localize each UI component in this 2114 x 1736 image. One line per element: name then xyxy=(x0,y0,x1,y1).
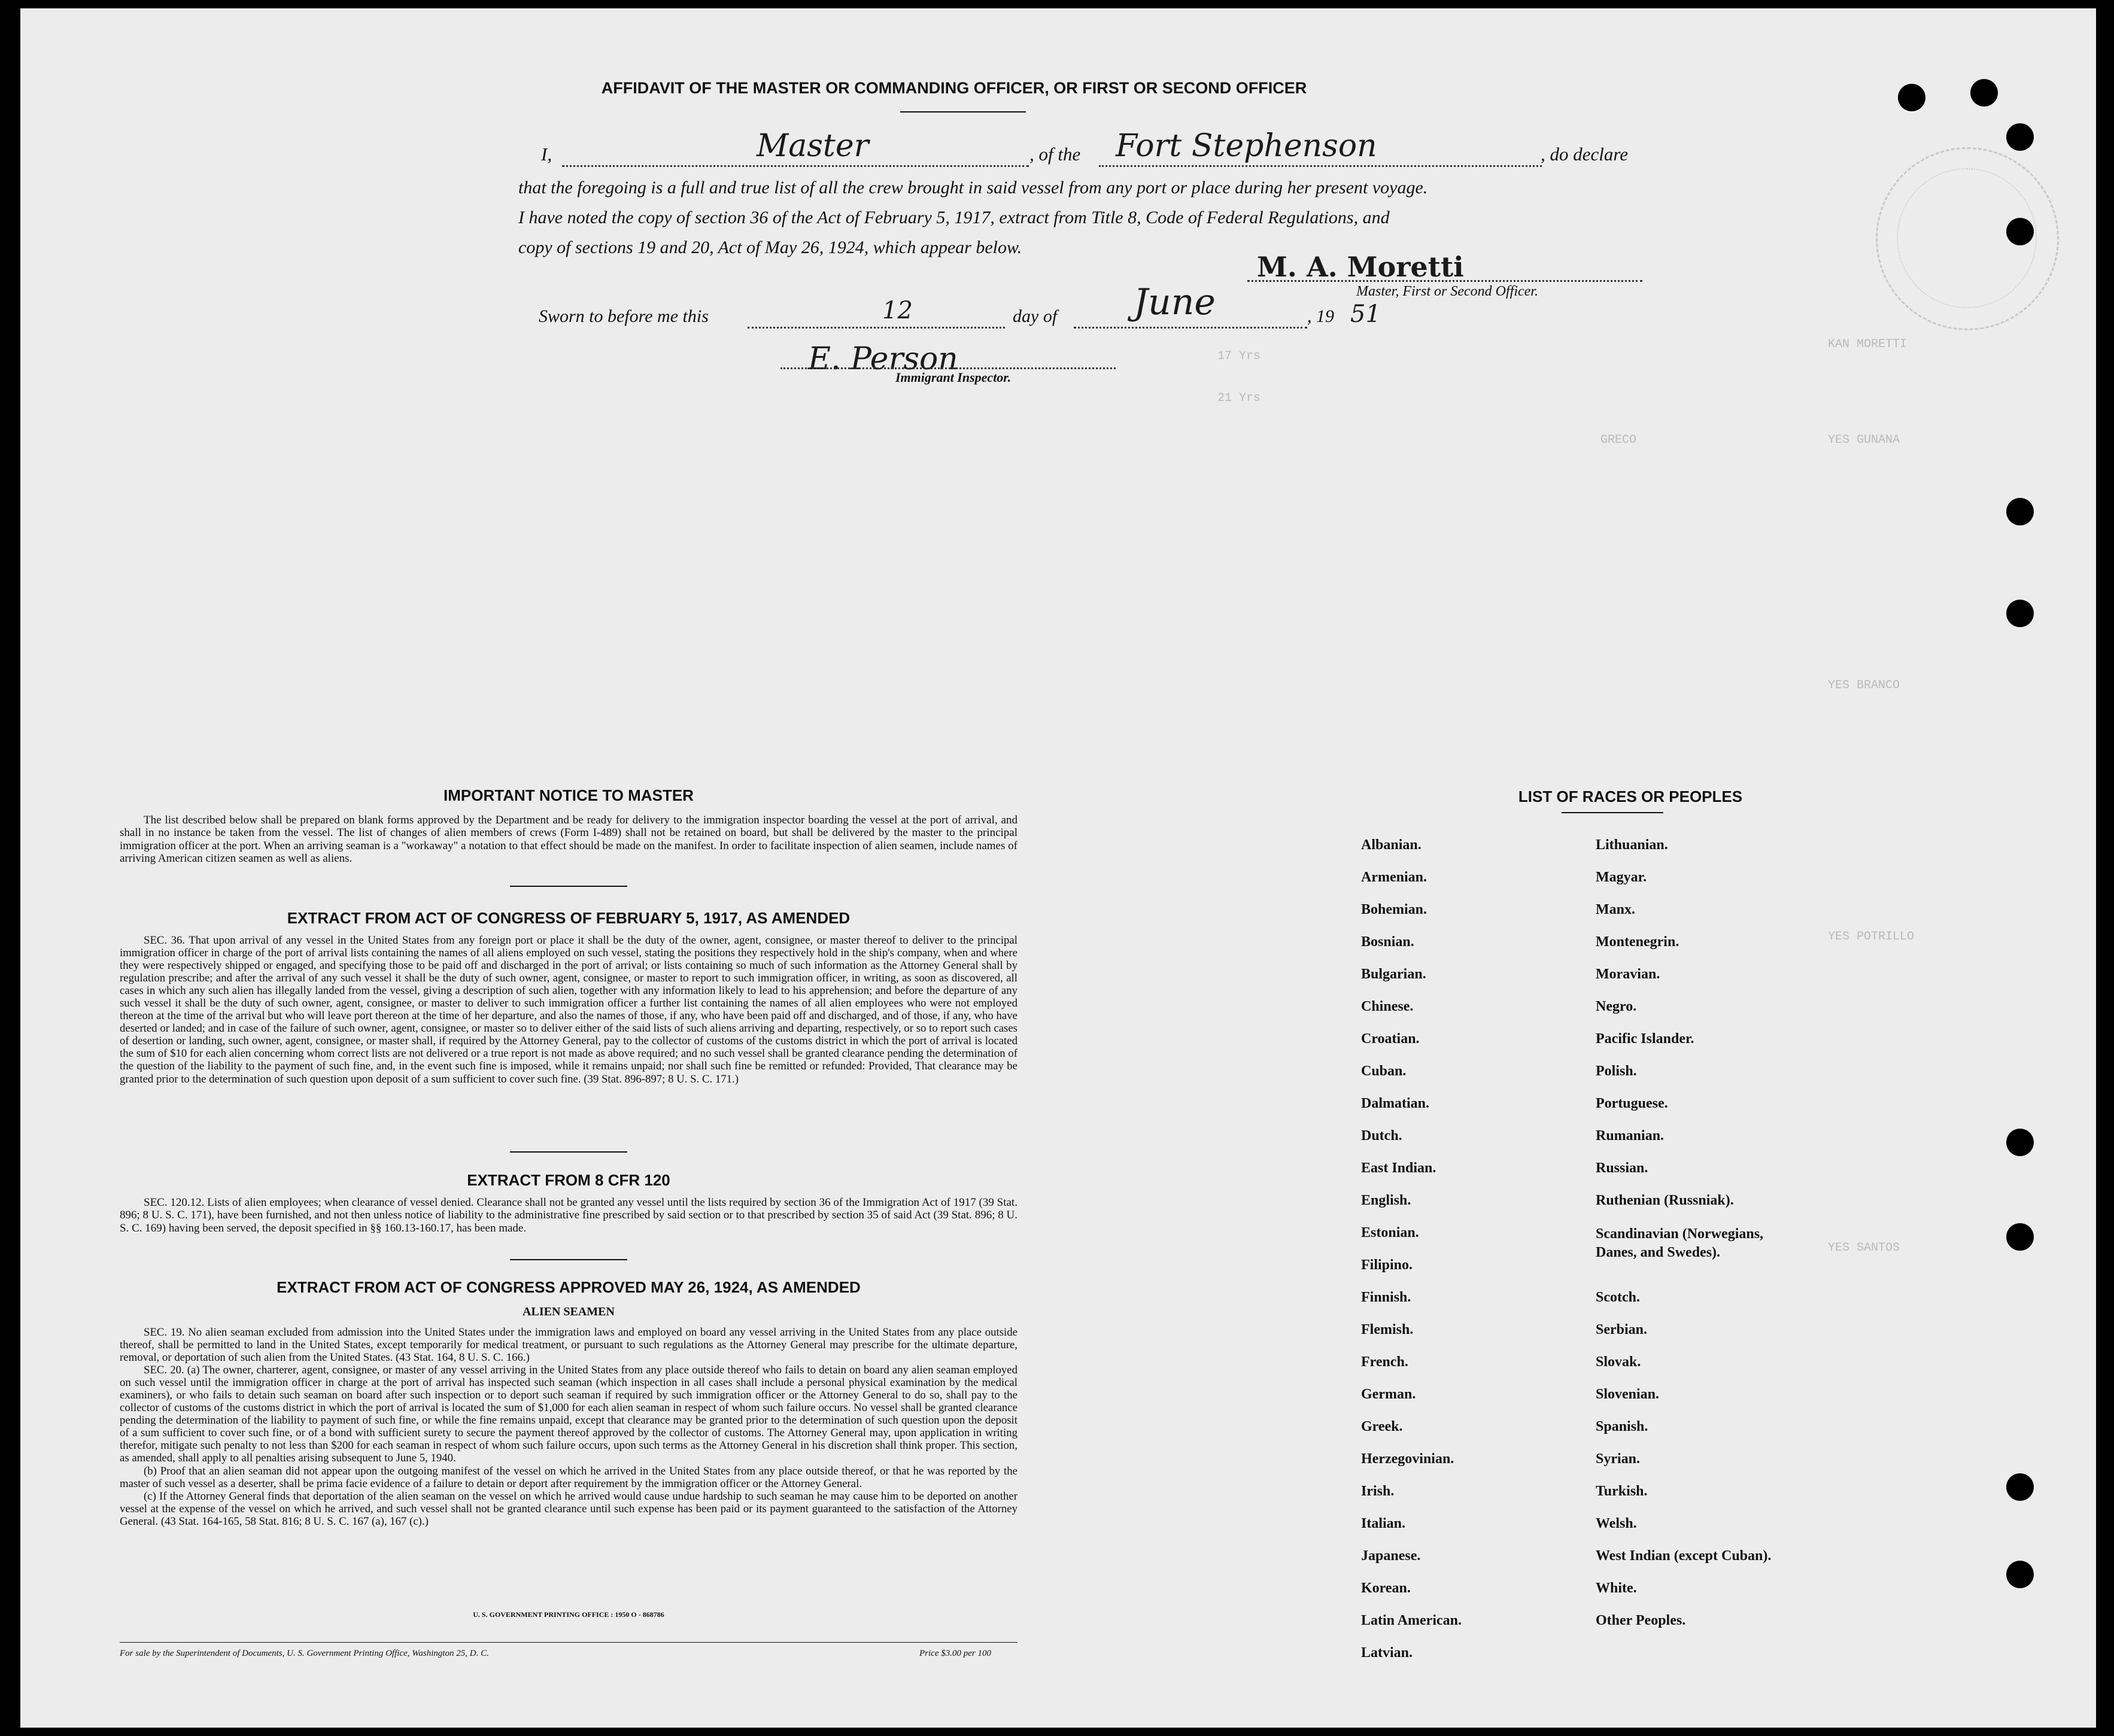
sec-20c-paragraph: (c) If the Attorney General finds that deportation of the alien seaman on the vessel on which he arrived would cause undue hardship to such seaman he may cause him to be deported on another vessel at the expense of the vessel on which he arrived, and such vessel shall not be granted clearance until such expense has been paid or its payment guaranteed to the satisfaction of the Attorney General. (43 Stat. 164-165, 58 Stat. 816; 8 U. S. C. 167 (a), 167 (c).) xyxy=(120,1489,1017,1528)
year-handwritten: 51 xyxy=(1350,300,1381,328)
affidavit-intro: I, xyxy=(541,144,552,165)
affidavit-line-2: that the foregoing is a full and true list of all the crew brought in said vessel from any port or place during her present voyage. xyxy=(518,178,1428,197)
race-item: Herzegovinian. xyxy=(1361,1451,1454,1467)
of-the-label: , of the xyxy=(1029,144,1081,165)
race-item: Chinese. xyxy=(1361,999,1414,1014)
race-item: Ruthenian (Russniak). xyxy=(1596,1193,1734,1208)
race-item: White. xyxy=(1596,1580,1637,1596)
race-item: Spanish. xyxy=(1596,1419,1648,1434)
divider xyxy=(1562,812,1663,813)
bleed-through-text: YES BRANCO xyxy=(1828,679,1900,692)
sec-36-paragraph: SEC. 36. That upon arrival of any vessel in the United States from any foreign port or place it shall be the duty of the owner, agent, consignee, or master thereof to deliver to the principal immigration officer in charge of the port of arrival lists containing the names of all aliens employed on such vessel, stating the positions they respectively hold in the ship's company, when and where they were respectively shipped or engaged, and specifying those to be paid off and discharged in the port of arrival; or lists containing so much of such information as the Attorney General shall by regulation prescribe; and after the arrival of any such vessel it shall be the duty of such owner, agent, consignee, or master to report to such immigration officer, in writing, as soon as discovered, all cases in which any such alien has illegally landed from the vessel, giving a description of such alien, together with any information likely to lead to his apprehension; and before the departure of any such vessel it shall be the duty of such owner, agent, consignee, or master to deliver to such immigration officer a further list containing the names of all alien employees who were not employed thereon at the time of the arrival but who will leave port thereon at the time of her departure, and also the names of those, if any, who have been paid off and discharged, and of those, if any, who have deserted or landed; and in case of the failure of such owner, agent, consignee, or master so to deliver either of the said lists of such aliens arriving and departing, respectively, or so to report such cases of desertion or landing, such owner, agent, consignee, or master shall, if required by the Attorney General, pay to the collector of customs of the customs district in which the port of arrival is located the sum of $10 for each alien concerning whom correct lists are not delivered or a true report is not made as above required; and no such vessel shall be granted clearance pending the determination of the question of the liability to the payment of such fine, and, in the event such fine is imposed, while it remains unpaid; nor shall such fine be remitted or refunded: Provided, That clearance may be granted prior to the determination of such question upon deposit of a sum sufficient to cover such fine. (39 Stat. 896-897; 8 U. S. C. 171.) xyxy=(120,934,1017,1086)
affidavit-line-4: copy of sections 19 and 20, Act of May 26, 1924, which appear below. xyxy=(518,238,1022,257)
race-item: Montenegrin. xyxy=(1596,934,1679,950)
race-item: English. xyxy=(1361,1193,1411,1208)
race-item: Korean. xyxy=(1361,1580,1411,1596)
signature-caption: Master, First or Second Officer. xyxy=(1356,284,1538,299)
race-item: Italian. xyxy=(1361,1516,1406,1531)
alien-seamen-subtitle: ALIEN SEAMEN xyxy=(523,1305,615,1318)
bleed-through-text: YES GUNANA xyxy=(1828,433,1900,447)
footer-left: For sale by the Superintendent of Documents, U. S. Government Printing Office, Washington 25, D. C. xyxy=(120,1649,489,1658)
race-item: Serbian. xyxy=(1596,1322,1648,1337)
race-item: Armenian. xyxy=(1361,869,1427,885)
bleed-through-text: KAN MORETTI xyxy=(1828,338,1908,351)
race-item: Turkish. xyxy=(1596,1483,1648,1499)
race-item: German. xyxy=(1361,1387,1416,1402)
punch-hole xyxy=(1898,84,1925,111)
race-item: Manx. xyxy=(1596,902,1635,917)
race-item: Pacific Islander. xyxy=(1596,1031,1694,1047)
divider xyxy=(510,1151,627,1153)
punch-hole xyxy=(2006,123,2034,151)
punch-hole xyxy=(2006,498,2034,525)
race-item: Bosnian. xyxy=(1361,934,1414,950)
sworn-day-handwritten: 12 xyxy=(882,297,913,324)
race-item: French. xyxy=(1361,1354,1408,1370)
race-item: Scandinavian (Norwegians, Danes, and Swedes). xyxy=(1596,1226,1764,1261)
day-line xyxy=(748,312,1005,329)
signature-line xyxy=(1247,273,1642,282)
punch-hole xyxy=(2006,1473,2034,1501)
vessel-handwritten: Fort Stephenson xyxy=(1116,128,1377,164)
race-item: Other Peoples. xyxy=(1596,1613,1686,1628)
race-item: Dutch. xyxy=(1361,1128,1402,1144)
race-item: Russian. xyxy=(1596,1160,1648,1176)
race-item: Finnish. xyxy=(1361,1290,1411,1305)
sworn-month-handwritten: June xyxy=(1134,281,1216,323)
race-item: Negro. xyxy=(1596,999,1637,1014)
extract-cfr-text xyxy=(120,1196,1017,1235)
extract-1924-title: EXTRACT FROM ACT OF CONGRESS APPROVED MAY 26, 1924, AS AMENDED xyxy=(277,1278,861,1296)
race-item: Lithuanian. xyxy=(1596,837,1668,853)
gpo-imprint: U. S. GOVERNMENT PRINTING OFFICE : 1950 O - 868786 xyxy=(473,1610,664,1619)
race-item: Rumanian. xyxy=(1596,1128,1665,1144)
race-item: Slovak. xyxy=(1596,1354,1641,1370)
inspector-signature: E. Person xyxy=(808,341,958,377)
race-item: Filipino. xyxy=(1361,1257,1413,1273)
affidavit-title: AFFIDAVIT OF THE MASTER OR COMMANDING OFFICER, OR FIRST OR SECOND OFFICER xyxy=(601,79,1307,97)
race-item: Irish. xyxy=(1361,1483,1395,1499)
race-item: Magyar. xyxy=(1596,869,1647,885)
race-item: Portuguese. xyxy=(1596,1096,1668,1111)
race-item: Scotch. xyxy=(1596,1290,1640,1305)
do-declare-label: , do declare xyxy=(1541,144,1629,165)
race-item: Latvian. xyxy=(1361,1645,1413,1661)
notice-text xyxy=(120,814,1017,865)
inspector-caption: Immigrant Inspector. xyxy=(895,370,1012,385)
divider xyxy=(510,886,627,887)
bleed-through-text: 21 Yrs xyxy=(1217,391,1261,405)
race-item: Slovenian. xyxy=(1596,1387,1660,1402)
bleed-through-text: 17 Yrs xyxy=(1217,349,1261,363)
sec-19-paragraph: SEC. 19. No alien seaman excluded from admission into the United States under the immigration laws and employed on board any vessel arriving in the United States from any place outside thereof, shall be permitted to land in the United States, except temporarily for medical treatment, or pursuant to such regulations as the Attorney General may prescribe for the ultimate departure, removal, or deportation of such alien from the United States. (43 Stat. 164, 8 U. S. C. 166.) xyxy=(120,1326,1017,1364)
extract-1924-text xyxy=(120,1326,1017,1528)
sworn-label: Sworn to before me this xyxy=(539,306,709,326)
footer-right: Price $3.00 per 100 xyxy=(919,1649,991,1658)
punch-hole xyxy=(2006,600,2034,627)
race-item: Latin American. xyxy=(1361,1613,1462,1628)
race-item: Croatian. xyxy=(1361,1031,1420,1047)
race-item: Bulgarian. xyxy=(1361,966,1426,982)
extract-1917-title: EXTRACT FROM ACT OF CONGRESS OF FEBRUARY 5, 1917, AS AMENDED xyxy=(287,909,851,927)
race-item: Greek. xyxy=(1361,1419,1403,1434)
punch-hole xyxy=(2006,1561,2034,1588)
bleed-through-text: YES POTRILLO xyxy=(1828,930,1915,944)
race-item: Cuban. xyxy=(1361,1063,1407,1079)
race-item: West Indian (except Cuban). xyxy=(1596,1548,1772,1564)
document-page xyxy=(20,8,2096,1728)
extract-cfr-title: EXTRACT FROM 8 CFR 120 xyxy=(467,1171,670,1189)
race-item: Japanese. xyxy=(1361,1548,1421,1564)
sec-20b-paragraph: (b) Proof that an alien seaman did not appear upon the outgoing manifest of the vessel on which he arrived in the United States from any place outside thereof, or that he was reported by the master of such vessel as a deserter, shall be prima facie evidence of a failure to detain or deport after requirement by the immigration officer or the Attorney General. xyxy=(120,1464,1017,1490)
affidavit-line-3: I have noted the copy of section 36 of the Act of February 5, 1917, extract from Title 8, Code of Federal Regulations, and xyxy=(518,208,1390,227)
bleed-through-text: GRECO xyxy=(1600,433,1637,447)
officer-handwritten: Master xyxy=(757,128,869,164)
race-item: Albanian. xyxy=(1361,837,1422,853)
punch-hole xyxy=(1970,79,1998,107)
divider xyxy=(510,1259,627,1260)
footer-rule xyxy=(120,1642,1017,1643)
master-signature: M. A. Moretti xyxy=(1257,251,1464,283)
notice-paragraph: The list described below shall be prepared on blank forms approved by the Department and be ready for delivery to the immigration inspector boarding the vessel at the port of arrival, and shall in no instance be taken from the vessel. The list of changes of alien members of crews (Form I-489) shall not be retained on board, but shall be delivered by the master to the principal immigration officer at the port. When an arriving seaman is a "workaway" a notation to that effect should be made on the manifest. In order to facilitate inspection of alien seamen, include names of arriving American citizen seamen as well as aliens. xyxy=(120,814,1017,865)
year-label: , 19 xyxy=(1307,306,1334,326)
race-item: Flemish. xyxy=(1361,1322,1414,1337)
extract-1917-text xyxy=(120,934,1017,1086)
notice-title: IMPORTANT NOTICE TO MASTER xyxy=(444,786,694,804)
sec-20a-paragraph: SEC. 20. (a) The owner, charterer, agent, consignee, or master of any vessel arriving in the United States from any place outside thereof who fails to detain on board any alien seaman employed on such vessel until the immigration officer in charge at the port of arrival has inspected such seaman (which inspection in all cases shall include a personal physical examination by the medical examiners), or who fails to detain such seaman on board after such inspection or to deport such seaman if required by such immigration officer or the Attorney General to do so, shall pay to the collector of customs of the customs district in which the port of arrival is located the sum of $1,000 for each alien seaman in respect of whom such failure occurs. No vessel shall be granted clearance pending the determination of the liability to payment of such fine, or while the fine remains unpaid, except that clearance may be granted prior to the determination of such question upon the deposit of a sum sufficient to cover such fine, or of a bond with sufficient surety to secure the payment thereof approved by the collector of customs. The Attorney General may, upon application in writing therefor, mitigate such penalty to not less than $200 for each seaman in respect of whom such failure occurs, upon such terms as the Attorney General in his discretion shall think proper. This section, as amended, shall apply to all penalties arising subsequent to June 5, 1940. xyxy=(120,1364,1017,1465)
sec-120-paragraph: SEC. 120.12. Lists of alien employees; when clearance of vessel denied. Clearance shall not be granted any vessel until the lists required by section 36 of the Immigration Act of 1917 (39 Stat. 896; 8 U. S. C. 171), have been furnished, and not then unless notice of liability to the administrative fine prescribed by said section or to that prescribed by section 35 of said Act (39 Stat. 896; 8 U. S. C. 169) having been served, the deposit specified in §§ 160.13-160.17, has been made. xyxy=(120,1196,1017,1235)
race-item: East Indian. xyxy=(1361,1160,1436,1176)
race-item: Polish. xyxy=(1596,1063,1637,1079)
race-item: Moravian. xyxy=(1596,966,1660,982)
day-of-label: day of xyxy=(1013,306,1058,326)
races-title: LIST OF RACES OR PEOPLES xyxy=(1518,788,1743,805)
divider xyxy=(900,111,1026,113)
punch-hole xyxy=(2006,218,2034,245)
race-item: Syrian. xyxy=(1596,1451,1641,1467)
inspector-line xyxy=(780,360,1116,369)
punch-hole xyxy=(2006,1129,2034,1156)
race-item: Estonian. xyxy=(1361,1225,1419,1241)
race-item: Dalmatian. xyxy=(1361,1096,1429,1111)
race-item: Welsh. xyxy=(1596,1516,1637,1531)
punch-hole xyxy=(2006,1223,2034,1251)
bleed-through-text: YES SANTOS xyxy=(1828,1241,1900,1255)
race-item: Bohemian. xyxy=(1361,902,1427,917)
